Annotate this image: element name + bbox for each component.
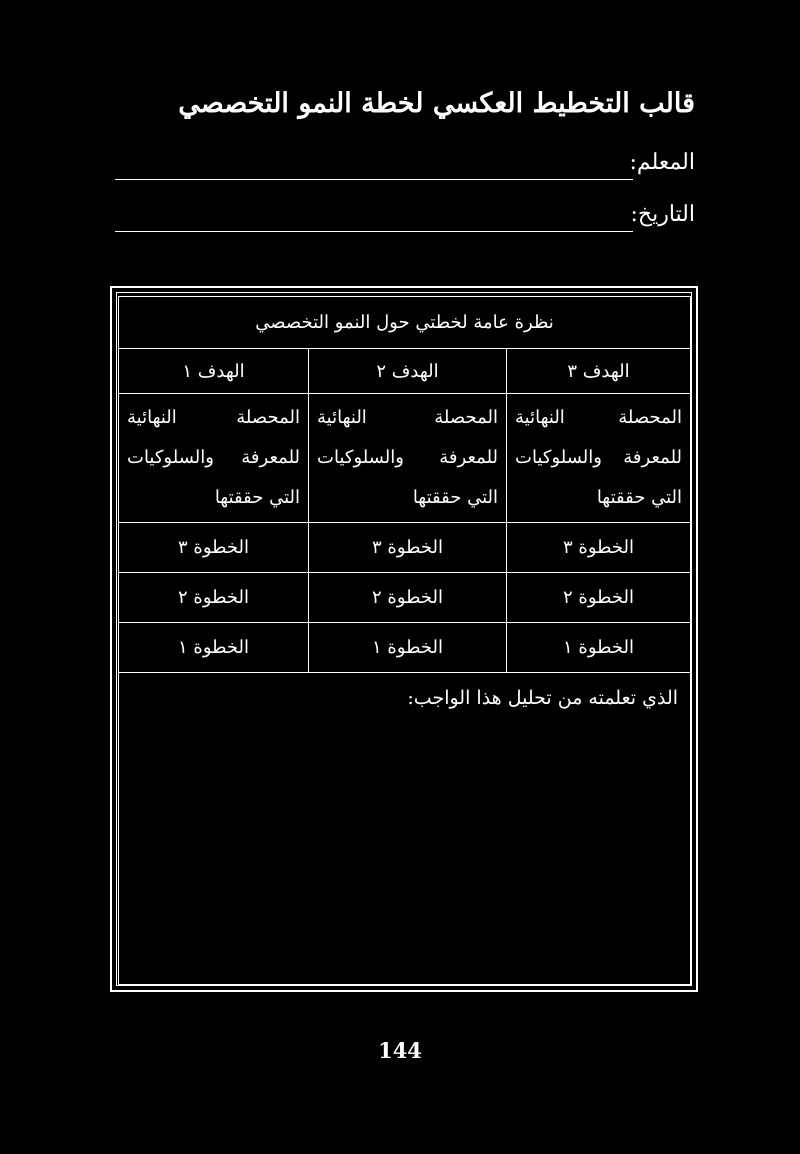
goal-cell: الهدف ١ [119, 349, 309, 394]
outcome-cell: المحصلة النهائية للمعرفة والسلوكيات التي حققتها [507, 394, 691, 523]
table-heading: نظرة عامة لخطتي حول النمو التخصصي [119, 297, 691, 349]
step-cell: الخطوة ١ [119, 623, 309, 673]
page-title: قالب التخطيط العكسي لخطة النمو التخصصي [178, 88, 695, 119]
overview-table [118, 296, 691, 985]
outcome-cell: المحصلة النهائية للمعرفة والسلوكيات التي حققتها [309, 394, 507, 523]
goal-cell: الهدف ٢ [309, 349, 507, 394]
teacher-field [115, 150, 695, 190]
step-cell: الخطوة ٢ [309, 573, 507, 623]
step-cell: الخطوة ٣ [119, 523, 309, 573]
teacher-blank-line[interactable] [115, 179, 633, 180]
step-cell: الخطوة ١ [309, 623, 507, 673]
step-cell: الخطوة ١ [507, 623, 691, 673]
date-label: التاريخ: [630, 202, 695, 227]
reflection-cell[interactable]: الذي تعلمته من تحليل هذا الواجب: [119, 673, 691, 985]
step-cell: الخطوة ٣ [309, 523, 507, 573]
step-cell: الخطوة ٣ [507, 523, 691, 573]
step-cell: الخطوة ٢ [119, 573, 309, 623]
outcome-cell: المحصلة النهائية للمعرفة والسلوكيات التي حققتها [119, 394, 309, 523]
page-number: 144 [378, 1038, 422, 1063]
step-cell: الخطوة ٢ [507, 573, 691, 623]
date-blank-line[interactable] [115, 231, 633, 232]
date-field [115, 202, 695, 242]
teacher-label: المعلم: [629, 150, 695, 175]
goal-cell: الهدف ٣ [507, 349, 691, 394]
